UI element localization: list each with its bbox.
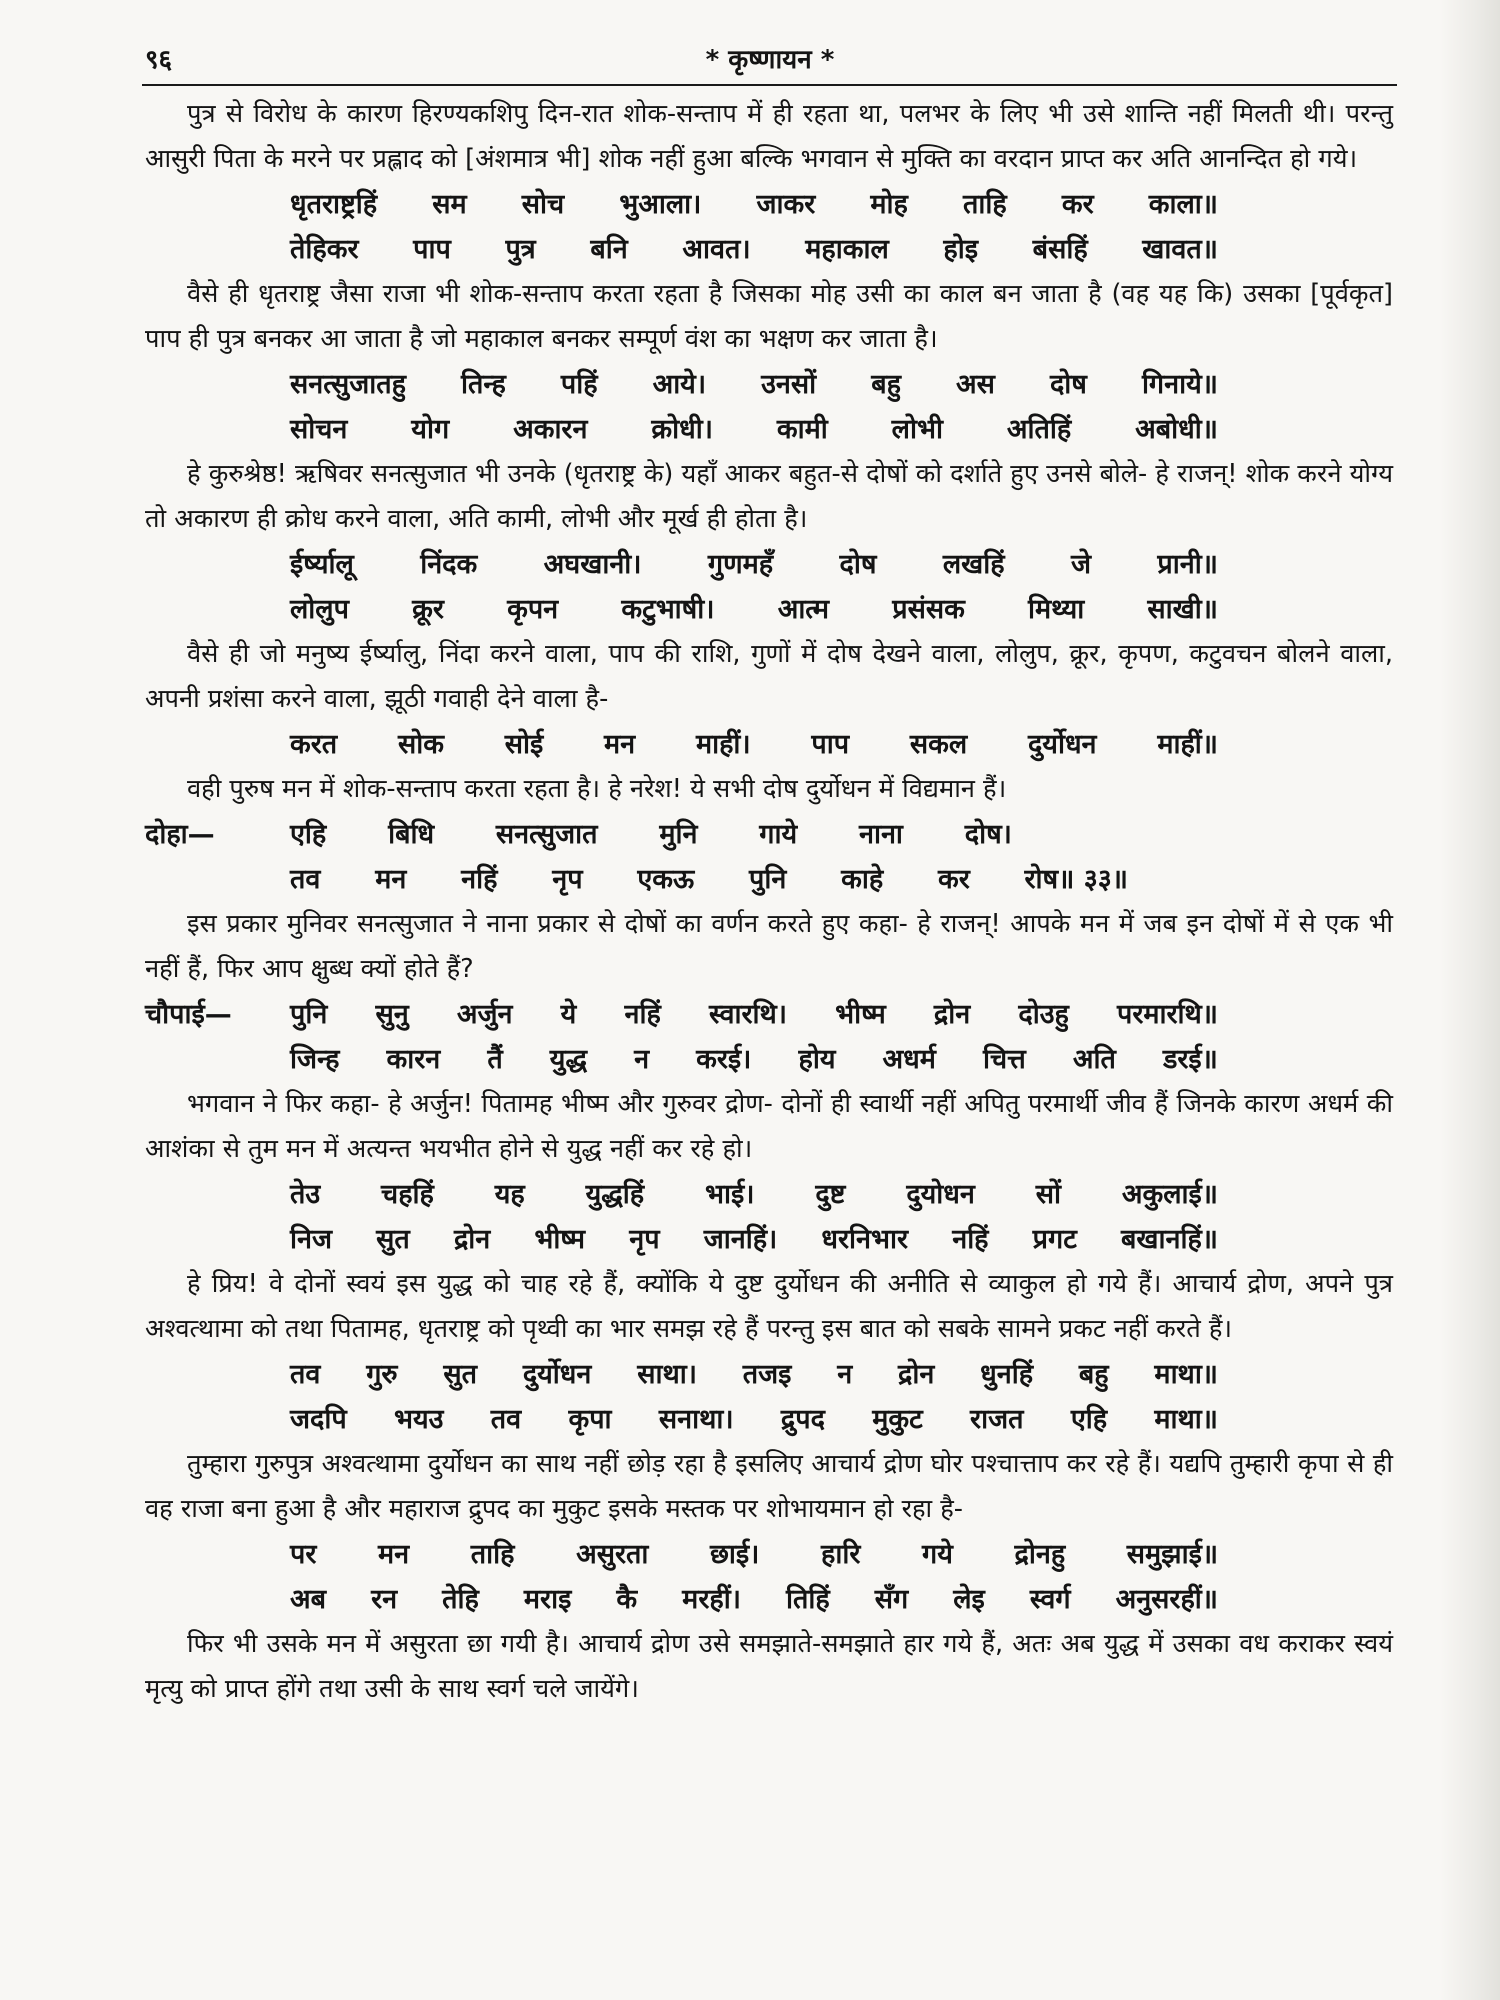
verse-word: पुत्र — [505, 234, 536, 265]
labeled-verse-line — [145, 812, 1393, 857]
verse-line — [290, 587, 1218, 632]
verse-word: असुरता — [576, 1539, 649, 1570]
verse-word: भीष्म — [534, 1224, 586, 1255]
verse-word: काहे — [841, 864, 884, 895]
verse-word: प्रसंसक — [892, 594, 965, 625]
verse-word: गुरु — [366, 1359, 398, 1390]
verse-word: नहिं — [624, 999, 661, 1030]
prose-paragraph: भगवान ने फिर कहा- हे अर्जुन! पितामह भीष्म और गुरुवर द्रोण- दोनों ही स्वार्थी नहीं अपितु परमार्थी जीव हैं जिनके कारण अधर्म की आशंका से तुम मन में अत्यन्त भयभीत होने से युद्ध नहीं कर रहे हो। — [145, 1089, 1393, 1164]
verse-word: पुनि — [748, 864, 787, 895]
verse-word: सोच — [521, 189, 565, 220]
verse-word: दोष — [839, 549, 877, 580]
verse-word: तेउ — [290, 1179, 321, 1210]
verse-word: मिथ्या — [1028, 594, 1085, 625]
verse-line — [290, 182, 1218, 227]
verse-line — [290, 1577, 1218, 1622]
verse-word: पाप — [413, 234, 451, 265]
verse-line — [290, 812, 1012, 857]
verse-line — [290, 1217, 1218, 1262]
verse-line — [290, 722, 1218, 767]
header-rule — [142, 84, 1397, 86]
prose-paragraph: हे कुरुश्रेष्ठ! ऋषिवर सनत्सुजात भी उनके (धृतराष्ट्र के) यहाँ आकर बहुत-से दोषों को दर्शाते हुए उनसे बोले- हे राजन्! शोक करने योग्य तो अकारण ही क्रोध करने वाला, अति कामी, लोभी और मूर्ख ही होता है। — [145, 459, 1393, 534]
verse-word: सनाथा। — [658, 1404, 734, 1435]
verse-word: दोउहु — [1018, 999, 1069, 1030]
verse-word: कारन — [386, 1044, 441, 1075]
verse-word: बिधि — [388, 819, 435, 850]
verse-word: सकल — [909, 729, 968, 760]
verse-word: चहहिं — [381, 1179, 434, 1210]
prose-paragraph: पुत्र से विरोध के कारण हिरण्यकशिपु दिन-रात शोक-सन्ताप में ही रहता था, पलभर के लिए भी उसे शान्ति नहीं मिलती थी। परन्तु आसुरी पिता के मरने पर प्रह्लाद को [अंशमात्र भी] शोक नहीं हुआ बल्कि भगवान से मुक्ति का वरदान प्राप्त कर अति आनन्दित हो गये। — [145, 99, 1393, 174]
verse-word: कामी — [776, 414, 828, 445]
verse-word: लोलुप — [290, 594, 349, 625]
verse-word: बहु — [1078, 1359, 1109, 1390]
page-spine-shadow — [1440, 0, 1500, 2000]
verse-word: एकऊ — [637, 864, 695, 895]
verse-word: ईर्ष्यालू — [290, 549, 354, 580]
verse-word: तिन्ह — [461, 369, 506, 400]
verse-word: बनि — [590, 234, 628, 265]
verse-word: बहु — [871, 369, 901, 400]
verse-word: मरहीं। — [682, 1584, 741, 1615]
verse-word: गुणमहँ — [707, 549, 774, 580]
page-header — [145, 36, 1395, 82]
verse-word: क्रूर — [412, 594, 444, 625]
verse-word: यह — [494, 1179, 525, 1210]
verse-line — [290, 362, 1218, 407]
verse-word: मोह — [870, 189, 908, 220]
prose-paragraph: वैसे ही धृतराष्ट्र जैसा राजा भी शोक-सन्ताप करता रहता है जिसका मोह उसी का काल बन जाता है (वह यह कि) उसका [पूर्वकृत] पाप ही पुत्र बनकर आ जाता है जो महाकाल बनकर सम्पूर्ण वंश का भक्षण कर जाता है। — [145, 279, 1393, 354]
verse-word: नहिं — [952, 1224, 989, 1255]
verse-word: युद्ध — [549, 1044, 588, 1075]
verse-word: साखी॥ — [1147, 594, 1218, 625]
labeled-verse-line — [145, 992, 1393, 1037]
verse-word: सुनु — [375, 999, 409, 1030]
verse-word: मुकुट — [872, 1404, 923, 1435]
verse-word: धृतराष्ट्रहिं — [290, 189, 378, 220]
verse-word: कटुभाषी। — [621, 594, 715, 625]
verse-word: प्रानी॥ — [1157, 549, 1218, 580]
verse-word: करत — [290, 729, 338, 760]
verse-word: सोई — [504, 729, 544, 760]
verse-word: तजइ — [742, 1359, 792, 1390]
verse-word: मन — [378, 1539, 410, 1570]
verse-word: अति — [1072, 1044, 1116, 1075]
verse-line — [290, 1352, 1218, 1397]
verse-word: जिन्ह — [290, 1044, 340, 1075]
verse-word: सोक — [397, 729, 444, 760]
verse-word: लखहिं — [942, 549, 1005, 580]
verse-word: माथा॥ — [1154, 1404, 1218, 1435]
verse-word: द्रोनहु — [1014, 1539, 1066, 1570]
verse-word: नाना — [858, 819, 903, 850]
verse-word: भुआला। — [619, 189, 702, 220]
verse-word: अतिहिं — [1006, 414, 1072, 445]
page-number: ९६ — [145, 45, 173, 75]
verse-word: होय — [798, 1044, 836, 1075]
verse-word: अघखानी। — [543, 549, 642, 580]
verse-word: खावत॥ — [1142, 234, 1218, 265]
verse-word: कर — [937, 864, 970, 895]
verse-word: दुयोधन — [906, 1179, 975, 1210]
verse-word: आत्म — [777, 594, 830, 625]
verse-word: छाई। — [710, 1539, 760, 1570]
verse-word: न — [634, 1044, 650, 1075]
verse-word: कर — [1061, 189, 1094, 220]
verse-word: कै — [616, 1584, 638, 1615]
verse-word: करई। — [696, 1044, 752, 1075]
verse-word: एहि — [290, 819, 327, 850]
verse-word: होइ — [943, 234, 979, 265]
verse-word: गये — [922, 1539, 953, 1570]
verse-word: दुर्योधन — [522, 1359, 592, 1390]
verse-word: जानहिं। — [703, 1224, 778, 1255]
verse-word: स्वर्ग — [1029, 1584, 1071, 1615]
verse-word: तेहिकर — [290, 234, 359, 265]
verse-word: उनसों — [761, 369, 817, 400]
verse-line — [290, 1172, 1218, 1217]
verse-word: रन — [371, 1584, 398, 1615]
verse-word: द्रोन — [898, 1359, 935, 1390]
verse-word: क्रोधी। — [651, 414, 713, 445]
verse-word: सनत्सुजातहु — [290, 369, 406, 400]
verse-line — [290, 992, 1218, 1037]
verse-word: गिनाये॥ — [1141, 369, 1218, 400]
verse-word: सँग — [874, 1584, 909, 1615]
verse-word: ताहि — [470, 1539, 515, 1570]
verse-word: जदपि — [290, 1404, 347, 1435]
verse-word: द्रोन — [933, 999, 971, 1030]
verse-type-label: चौपाई— — [145, 999, 232, 1030]
verse-word: सों — [1035, 1179, 1062, 1210]
verse-line — [290, 542, 1218, 587]
verse-word: नहिं — [461, 864, 498, 895]
verse-word: बखानहिं॥ — [1121, 1224, 1218, 1255]
verse-line — [290, 1397, 1218, 1442]
verse-word: धरनिभार — [821, 1224, 909, 1255]
verse-word: राजत — [970, 1404, 1024, 1435]
verse-line — [290, 1532, 1218, 1577]
verse-line — [290, 1037, 1218, 1082]
verse-word: मन — [604, 729, 636, 760]
verse-word: अब — [290, 1584, 327, 1615]
verse-word: जाकर — [756, 189, 816, 220]
verse-word: प्रगट — [1032, 1224, 1077, 1255]
verse-word: मराइ — [523, 1584, 572, 1615]
verse-word: कृपा — [568, 1404, 612, 1435]
verse-word: योग — [411, 414, 450, 445]
verse-word: सुत — [376, 1224, 410, 1255]
verse-word: तव — [290, 864, 321, 895]
verse-word: ताहि — [963, 189, 1007, 220]
verse-word: तिहिं — [785, 1584, 830, 1615]
prose-paragraph: फिर भी उसके मन में असुरता छा गयी है। आचार्य द्रोण उसे समझाते-समझाते हार गये हैं, अतः अब युद्ध में उसका वध कराकर स्वयं मृत्यु को प्राप्त होंगे तथा उसी के साथ स्वर्ग चले जायेंगे। — [145, 1629, 1393, 1704]
verse-word: स्वारथि। — [708, 999, 787, 1030]
verse-word: नृप — [552, 864, 583, 895]
verse-word: चित्त — [983, 1044, 1026, 1075]
verse-word: तेहि — [442, 1584, 479, 1615]
verse-word: निंदक — [420, 549, 478, 580]
verse-word: लोभी — [891, 414, 943, 445]
verse-word: माहीं। — [695, 729, 751, 760]
verse-word: हारि — [821, 1539, 861, 1570]
verse-word: मुनि — [659, 819, 698, 850]
verse-word: नृप — [629, 1224, 660, 1255]
verse-word: माहीं॥ — [1157, 729, 1218, 760]
verse-word: साथा। — [637, 1359, 697, 1390]
verse-word: बंसहिं — [1032, 234, 1088, 265]
prose-paragraph: तुम्हारा गुरुपुत्र अश्वत्थामा दुर्योधन का साथ नहीं छोड़ रहा है इसलिए आचार्य द्रोण घोर पश्चात्ताप कर रहे हैं। यद्यपि तुम्हारी कृपा से ही वह राजा बना हुआ है और महाराज द्रुपद का मुकुट इसके मस्तक पर शोभायमान हो रहा है- — [145, 1449, 1393, 1524]
verse-word: पहिं — [560, 369, 598, 400]
verse-word: आवत। — [682, 234, 751, 265]
verse-word: भीष्म — [835, 999, 886, 1030]
verse-word: भयउ — [394, 1404, 444, 1435]
verse-word: अनुसरहीं॥ — [1115, 1584, 1218, 1615]
verse-word: अस — [956, 369, 995, 400]
verse-word: दोष — [1049, 369, 1087, 400]
verse-word: समुझाई॥ — [1126, 1539, 1218, 1570]
verse-word: काला॥ — [1148, 189, 1218, 220]
verse-word: तव — [290, 1359, 321, 1390]
verse-word: माथा॥ — [1154, 1359, 1218, 1390]
verse-word: जे — [1070, 549, 1092, 580]
verse-word: डरई॥ — [1162, 1044, 1218, 1075]
verse-word: निज — [290, 1224, 333, 1255]
verse-word: एहि — [1070, 1404, 1108, 1435]
verse-word: दुर्योधन — [1027, 729, 1097, 760]
verse-word: गाये — [759, 819, 798, 850]
verse-word: पुनि — [290, 999, 328, 1030]
verse-word: युद्धहिं — [585, 1179, 645, 1210]
prose-paragraph: वैसे ही जो मनुष्य ईर्ष्यालु, निंदा करने वाला, पाप की राशि, गुणों में दोष देखने वाला, लोलुप, क्रूर, कृपण, कटुवचन बोलने वाला, अपनी प्रशंसा करने वाला, झूठी गवाही देने वाला है- — [145, 639, 1393, 714]
verse-word: रोष॥ ३३॥ — [1024, 864, 1128, 895]
verse-word: दोष। — [964, 819, 1012, 850]
verse-word: लेइ — [953, 1584, 985, 1615]
verse-word: पर — [290, 1539, 317, 1570]
verse-word: अकुलाई॥ — [1121, 1179, 1218, 1210]
verse-word: दुष्ट — [815, 1179, 846, 1210]
verse-word: सनत्सुजात — [495, 819, 598, 850]
verse-word: धुनहिं — [980, 1359, 1034, 1390]
page-title: * कृष्णायन * — [705, 45, 835, 75]
verse-word: द्रुपद — [780, 1404, 825, 1435]
verse-word: आये। — [652, 369, 707, 400]
prose-paragraph: हे प्रिय! वे दोनों स्वयं इस युद्ध को चाह रहे हैं, क्योंकि ये दुष्ट दुर्योधन की अनीति से व्याकुल हो गये हैं। आचार्य द्रोण, अपने पुत्र अश्वत्थामा को तथा पितामह, धृतराष्ट्र को पृथ्वी का भार समझ रहे हैं परन्तु इस बात को सबके सामने प्रकट नहीं करते हैं। — [145, 1269, 1393, 1344]
verse-word: अर्जुन — [456, 999, 513, 1030]
verse-word: कृपन — [507, 594, 559, 625]
verse-word: सोचन — [290, 414, 348, 445]
verse-word: पाप — [811, 729, 850, 760]
verse-word: सम — [432, 189, 467, 220]
verse-word: न — [837, 1359, 853, 1390]
verse-word: परमारथि॥ — [1116, 999, 1218, 1030]
verse-word: मन — [375, 864, 407, 895]
verse-line — [290, 857, 1128, 902]
verse-word: अधर्म — [882, 1044, 936, 1075]
verse-word: अकारन — [513, 414, 588, 445]
verse-line — [290, 407, 1218, 452]
prose-paragraph: वही पुरुष मन में शोक-सन्ताप करता रहता है। हे नरेश! ये सभी दोष दुर्योधन में विद्यमान हैं। — [187, 774, 1007, 804]
prose-paragraph: इस प्रकार मुनिवर सनत्सुजात ने नाना प्रकार से दोषों का वर्णन करते हुए कहा- हे राजन्! आपके मन में जब इन दोषों में से एक भी नहीं हैं, फिर आप क्षुब्ध क्यों होते हैं? — [145, 909, 1393, 984]
page-body — [145, 92, 1393, 1712]
verse-word: द्रोन — [453, 1224, 491, 1255]
verse-line — [290, 227, 1218, 272]
verse-word: भाई। — [705, 1179, 755, 1210]
verse-word: महाकाल — [805, 234, 889, 265]
verse-word: ये — [560, 999, 577, 1030]
verse-word: सुत — [443, 1359, 478, 1390]
verse-word: अबोधी॥ — [1135, 414, 1218, 445]
verse-type-label: दोहा— — [145, 819, 215, 850]
verse-word: तैं — [487, 1044, 503, 1075]
verse-word: तव — [490, 1404, 522, 1435]
